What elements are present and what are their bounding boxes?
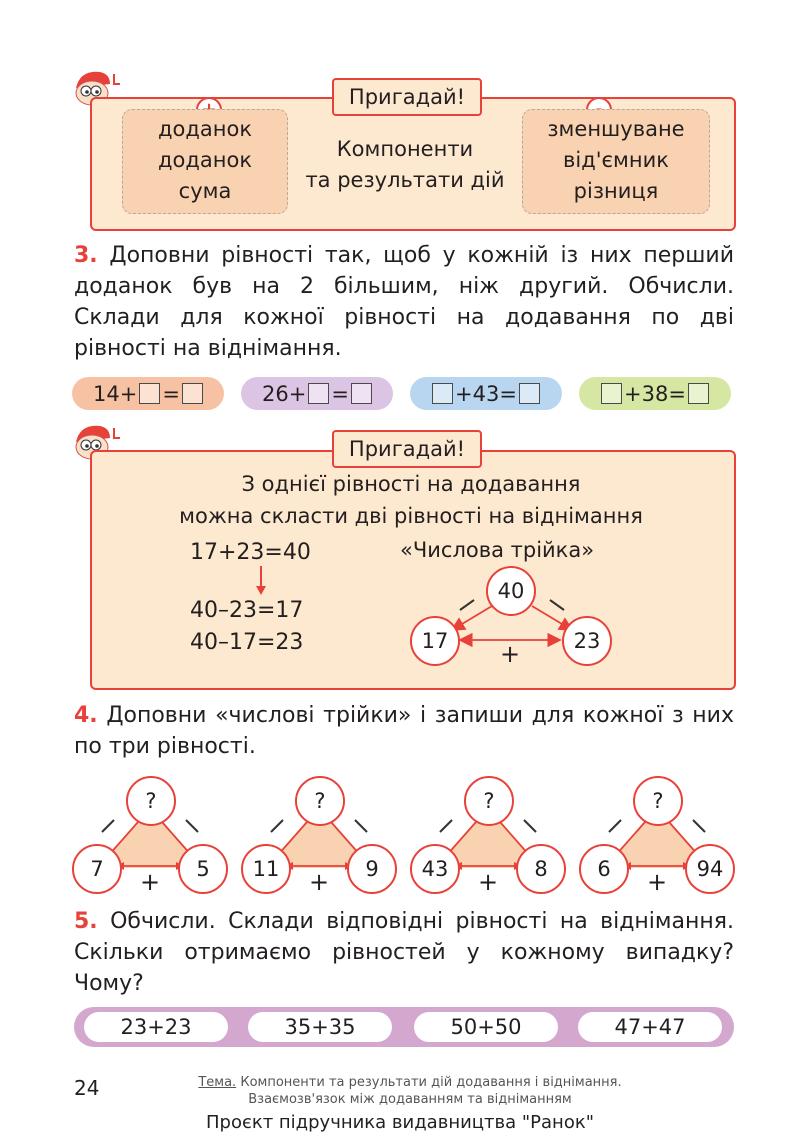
plus-symbol: + bbox=[140, 868, 161, 896]
equation-pill: +38= bbox=[579, 377, 731, 410]
plus-symbol: + bbox=[478, 868, 499, 896]
page-number: 24 bbox=[74, 1076, 100, 1100]
number-triple bbox=[410, 776, 566, 896]
triple-left-circle: 6 bbox=[579, 844, 629, 894]
task-3-text bbox=[74, 240, 734, 364]
triple-left-circle: 11 bbox=[241, 844, 291, 894]
task-instruction: Доповни рівності так, щоб у кожній із них перший доданок був на 2 більшим, ніж другий. Обчисли. Склади для кожної рівності на додавання по дві рівності на віднімання. bbox=[74, 243, 734, 361]
plus-symbol: + bbox=[309, 868, 330, 896]
answer-box[interactable] bbox=[688, 383, 709, 404]
down-arrow-icon bbox=[254, 566, 268, 596]
triple-right-circle: 8 bbox=[516, 844, 566, 894]
number-triple-label: «Числова трійка» bbox=[400, 538, 595, 562]
subtraction-equation: 40–17=23 bbox=[190, 630, 304, 655]
topic-footer bbox=[150, 1074, 670, 1108]
number-triple bbox=[241, 776, 397, 896]
triple-right-circle: 9 bbox=[347, 844, 397, 894]
equation-pill: 26+ = bbox=[241, 377, 393, 410]
remember-title: Пригадай! bbox=[332, 430, 482, 468]
plus-symbol: + bbox=[647, 868, 668, 896]
rule-line-1: З однієї рівності на додавання bbox=[241, 472, 581, 496]
task-4-text bbox=[74, 700, 734, 762]
sum-label: сума bbox=[178, 179, 232, 203]
equation-pill: 14+ = bbox=[72, 377, 224, 410]
addition-equation: 17+23=40 bbox=[190, 540, 311, 565]
triple-top-circle[interactable]: ? bbox=[464, 776, 514, 826]
addend-label: доданок bbox=[157, 117, 253, 141]
triple-top-circle[interactable]: ? bbox=[295, 776, 345, 826]
plus-symbol: + bbox=[500, 640, 521, 668]
subtraction-components bbox=[522, 109, 710, 214]
subtraction-equation: 40–23=17 bbox=[190, 598, 304, 623]
triple-right-circle: 5 bbox=[178, 844, 228, 894]
task-number: 4. bbox=[74, 703, 98, 728]
equation-pill: +43= bbox=[410, 377, 562, 410]
triple-left-circle: 7 bbox=[72, 844, 122, 894]
number-triple bbox=[72, 776, 228, 896]
addend-label: доданок bbox=[157, 148, 253, 172]
task-number: 3. bbox=[74, 243, 98, 268]
number-triple bbox=[579, 776, 735, 896]
triple-left-circle: 43 bbox=[410, 844, 460, 894]
triple-left-circle: 17 bbox=[410, 616, 460, 666]
answer-box[interactable] bbox=[351, 383, 372, 404]
remember-title: Пригадай! bbox=[332, 78, 482, 116]
expression-pill: 23+23 bbox=[84, 1012, 228, 1042]
answer-box[interactable] bbox=[601, 383, 622, 404]
addition-components bbox=[122, 109, 288, 214]
triple-top-circle[interactable]: ? bbox=[633, 776, 683, 826]
triple-right-circle: 94 bbox=[685, 844, 735, 894]
expression-pill: 47+47 bbox=[578, 1012, 722, 1042]
topic-line-2: Взаємозв'язок між додаванням та відніманням bbox=[248, 1092, 572, 1107]
task-5-text bbox=[74, 906, 734, 999]
task-instruction: Доповни «числові трійки» і запиши для кожної з них по три рівності. bbox=[74, 703, 734, 759]
answer-box[interactable] bbox=[139, 383, 160, 404]
triple-top-circle[interactable]: ? bbox=[126, 776, 176, 826]
topic-line-1: Компоненти та результати дій додавання і віднімання. bbox=[240, 1075, 622, 1090]
minuend-label: зменшуване bbox=[547, 117, 685, 141]
subtrahend-label: від'ємник bbox=[563, 148, 669, 172]
answer-box[interactable] bbox=[308, 383, 329, 404]
difference-label: різниця bbox=[573, 179, 659, 203]
publisher-note: Проєкт підручника видавництва "Ранок" bbox=[205, 1112, 594, 1133]
expression-pill: 35+35 bbox=[248, 1012, 392, 1042]
answer-box[interactable] bbox=[432, 383, 453, 404]
task-instruction: Обчисли. Склади відповідні рівності на віднімання. Скільки отримаємо рівностей у кожному випадку? Чому? bbox=[74, 909, 734, 996]
expressions-band bbox=[74, 1007, 734, 1047]
expression-pill: 50+50 bbox=[414, 1012, 558, 1042]
answer-box[interactable] bbox=[519, 383, 540, 404]
components-caption: Компоненти та результати дій bbox=[305, 137, 505, 192]
rule-line-2: можна скласти дві рівності на віднімання bbox=[179, 504, 643, 528]
topic-label: Тема. bbox=[198, 1075, 237, 1090]
task-number: 5. bbox=[74, 909, 98, 934]
triple-right-circle: 23 bbox=[562, 616, 612, 666]
answer-box[interactable] bbox=[182, 383, 203, 404]
triple-top-circle: 40 bbox=[486, 566, 536, 616]
